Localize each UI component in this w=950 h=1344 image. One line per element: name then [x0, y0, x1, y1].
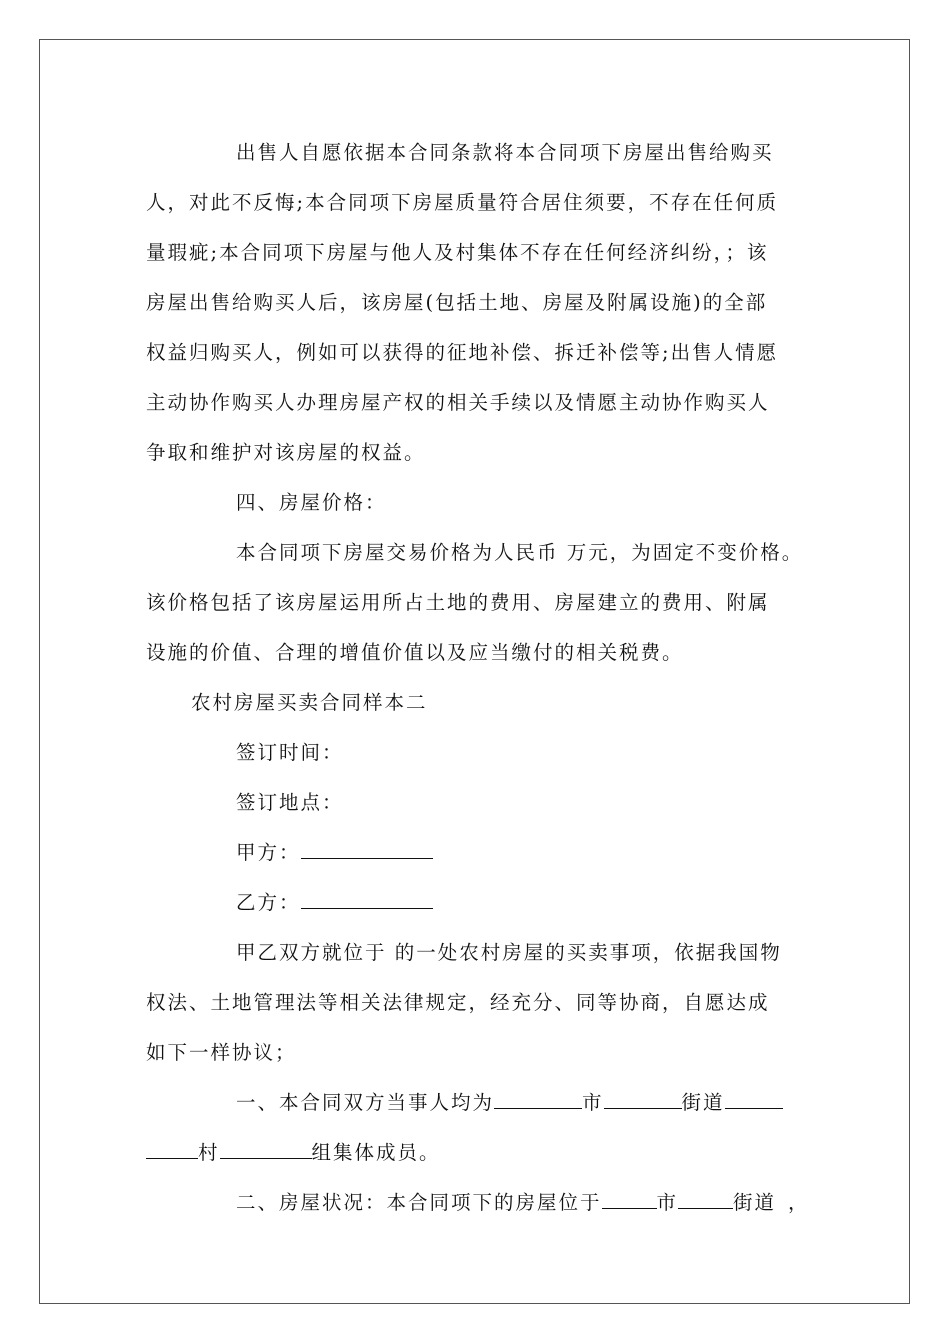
paragraph-line: 权益归购买人，例如可以获得的征地补偿、拆迁补偿等;出售人情愿 [146, 341, 779, 364]
paragraph-line: 本合同项下房屋交易价格为人民币 万元，为固定不变价格。 [236, 541, 804, 564]
paragraph-line: 量瑕疵;本合同项下房屋与他人及村集体不存在任何经济纠纷，；该 [146, 241, 769, 264]
paragraph-line: 争取和维护对该房屋的权益。 [146, 441, 426, 464]
clause-2-line-1 [146, 1183, 816, 1233]
clause-2-tail: ， [788, 1191, 810, 1214]
party-b-row [146, 883, 816, 933]
sign-time-label: 签订时间： [236, 741, 344, 764]
section-heading: 四、房屋价格： [236, 491, 387, 514]
clause-2-prefix: 二、房屋状况：本合同项下的房屋位于 [236, 1191, 602, 1214]
document-body [146, 133, 816, 1233]
party-b-blank [301, 886, 433, 909]
paragraph-line: 权法、土地管理法等相关法律规定，经充分、同等协商，自愿达成 [146, 991, 770, 1014]
clause-2-street: 街道 [733, 1191, 777, 1214]
clause-1-city: 市 [582, 1091, 604, 1114]
clause-2-city: 市 [656, 1191, 679, 1214]
sign-place-label: 签订地点： [236, 791, 344, 814]
clause-1-line-2 [146, 1133, 816, 1183]
clause-1-suffix: 组集体成员。 [311, 1141, 441, 1164]
party-a-label: 甲方： [236, 841, 301, 864]
clause-1-prefix: 一、本合同双方当事人均为 [236, 1091, 495, 1114]
paragraph-line: 主动协作购买人办理房屋产权的相关手续以及情愿主动协作购买人 [146, 391, 770, 414]
clause-1-continued-blank [146, 1136, 198, 1159]
clause-1-line-1 [146, 1083, 816, 1133]
clause-1-street: 街道 [681, 1091, 725, 1114]
paragraph-line: 如下一样协议； [146, 1041, 297, 1064]
clause-1-street-name-blank [725, 1086, 783, 1109]
clause-1-city-blank [494, 1086, 582, 1109]
paragraph-line: 设施的价值、合理的增值价值以及应当缴付的相关税费。 [146, 641, 684, 664]
paragraph-line: 该价格包括了该房屋运用所占土地的费用、房屋建立的费用、附属 [146, 591, 770, 614]
clause-1-street-blank [604, 1086, 682, 1109]
party-b-label: 乙方： [236, 891, 301, 914]
paragraph-line: 房屋出售给购买人后，该房屋(包括土地、房屋及附属设施)的全部 [146, 291, 768, 314]
clause-1-village: 村 [198, 1141, 220, 1164]
clause-1-group-blank [220, 1136, 312, 1159]
sample-title: 农村房屋买卖合同样本二 [191, 691, 428, 714]
paragraph-line: 出售人自愿依据本合同条款将本合同项下房屋出售给购买 [236, 141, 774, 164]
party-a-row [146, 833, 816, 883]
paragraph-line: 人，对此不反悔;本合同项下房屋质量符合居住须要，不存在任何质 [146, 191, 779, 214]
clause-2-city-blank [602, 1186, 657, 1209]
party-a-blank [301, 836, 433, 859]
paragraph-line: 甲乙双方就位于 的一处农村房屋的买卖事项，依据我国物 [236, 941, 782, 964]
clause-2-street-blank [678, 1186, 733, 1209]
